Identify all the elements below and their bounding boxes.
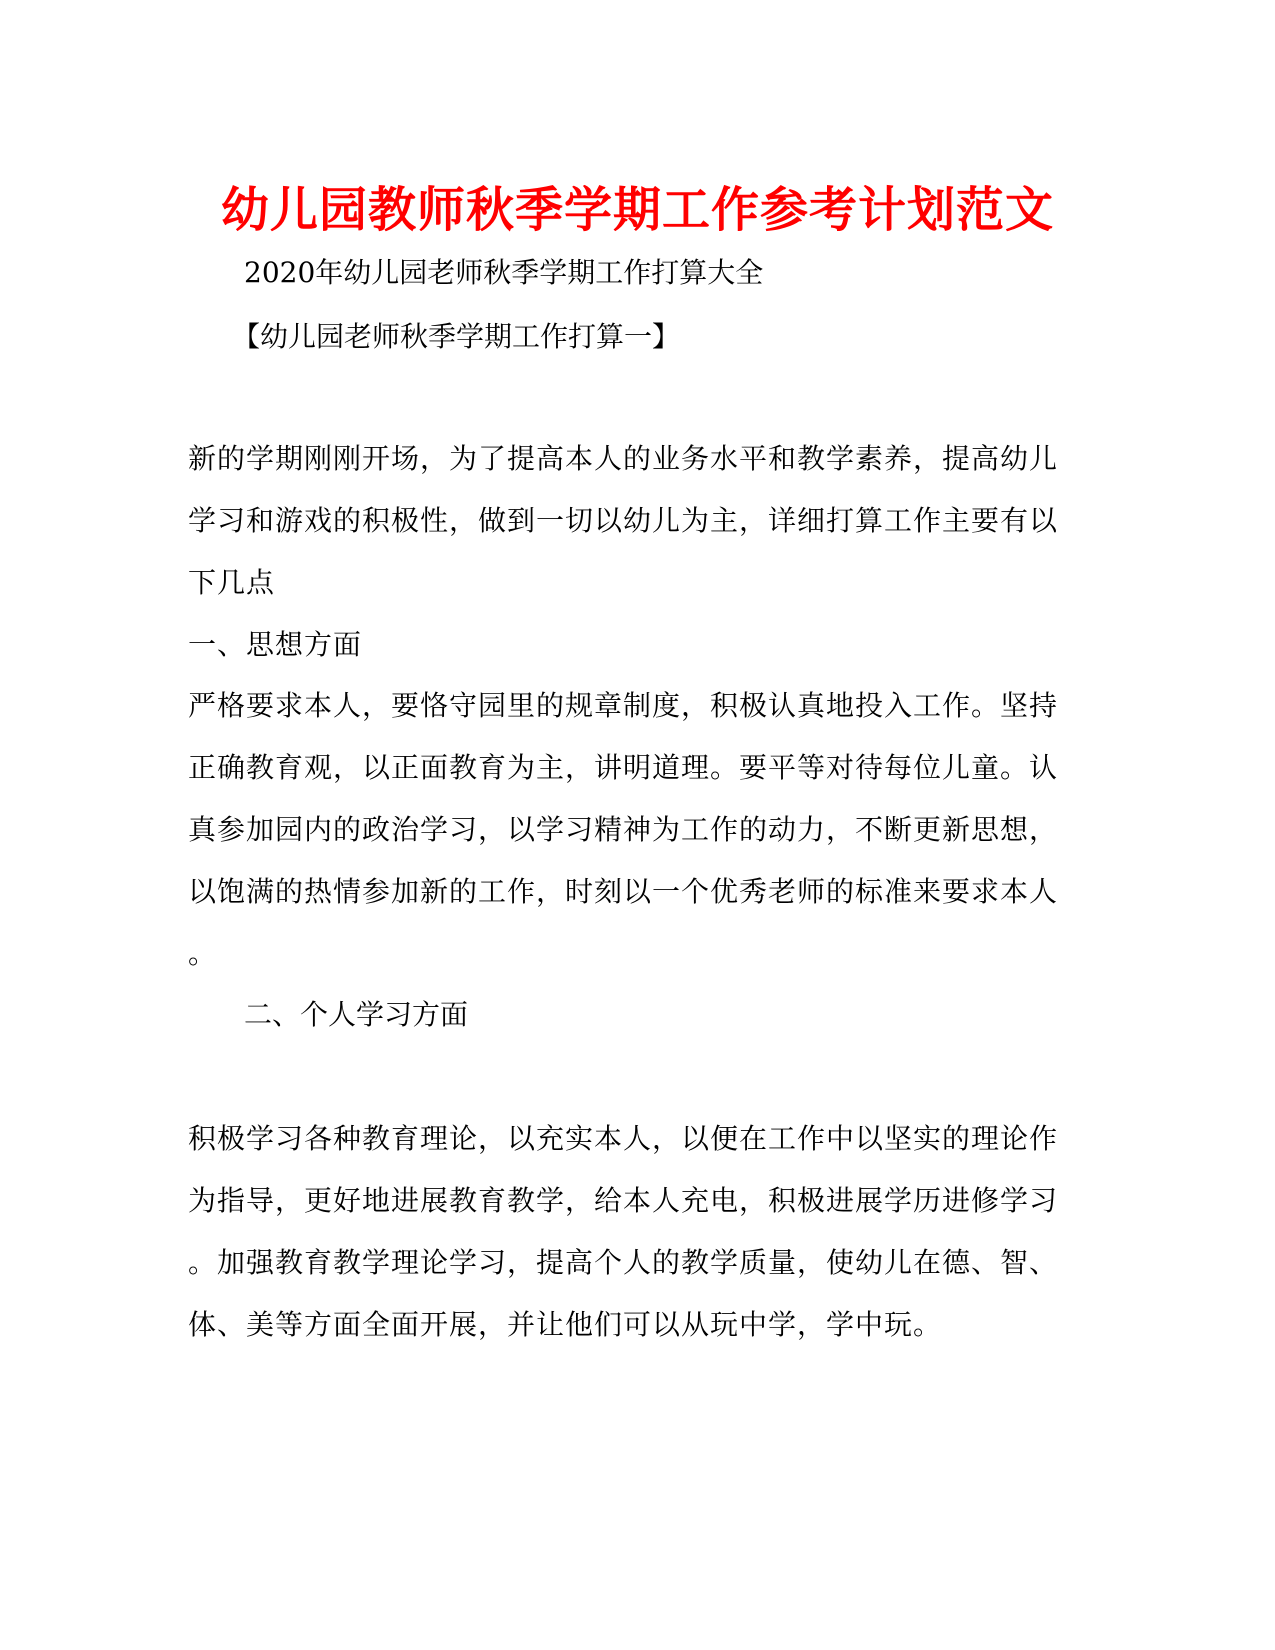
thought-heading: 一、思想方面 [188,628,363,661]
paragraph-line: 学习和游戏的积极性，做到一切以幼儿为主，详细打算工作主要有以 [188,504,1059,537]
document-subtitle: 2020年幼儿园老师秋季学期工作打算大全 [244,256,764,289]
paragraph-line: 积极学习各种教育理论，以充实本人，以便在工作中以坚实的理论作 [188,1122,1059,1155]
paragraph-line: 新的学期刚刚开场，为了提高本人的业务水平和教学素养，提高幼儿 [188,442,1059,475]
intro-paragraph [188,428,1068,676]
paragraph-line: 体、美等方面全面开展，并让他们可以从玩中学，学中玩。 [188,1308,943,1341]
study-heading: 二、个人学习方面 [244,998,469,1031]
paragraph-line: 为指导，更好地进展教育教学，给本人充电，积极进展学历进修学习 [188,1184,1059,1217]
paragraph-line-start: 下几点 [188,566,276,599]
paragraph-line: 正确教育观，以正面教育为主，讲明道理。要平等对待每位儿童。认 [188,751,1059,784]
paragraph-line: 真参加园内的政治学习，以学习精神为工作的动力，不断更新思想， [188,813,1059,846]
document-title: 幼儿园教师秋季学期工作参考计划范文 [220,182,1054,238]
paragraph-line: 。 [188,937,218,970]
paragraph-line [188,552,1068,676]
paragraph-line: 以饱满的热情参加新的工作，时刻以一个优秀老师的标准来要求本人 [188,875,1059,908]
study-paragraph [188,1108,1068,1356]
paragraph-line: 。加强教育教学理论学习，提高个人的教学质量，使幼儿在德、智、 [188,1246,1059,1279]
section-heading: 【幼儿园老师秋季学期工作打算一】 [232,320,681,353]
paragraph-line: 严格要求本人，要恪守园里的规章制度，积极认真地投入工作。坚持 [188,689,1059,722]
thought-paragraph [188,675,1068,985]
